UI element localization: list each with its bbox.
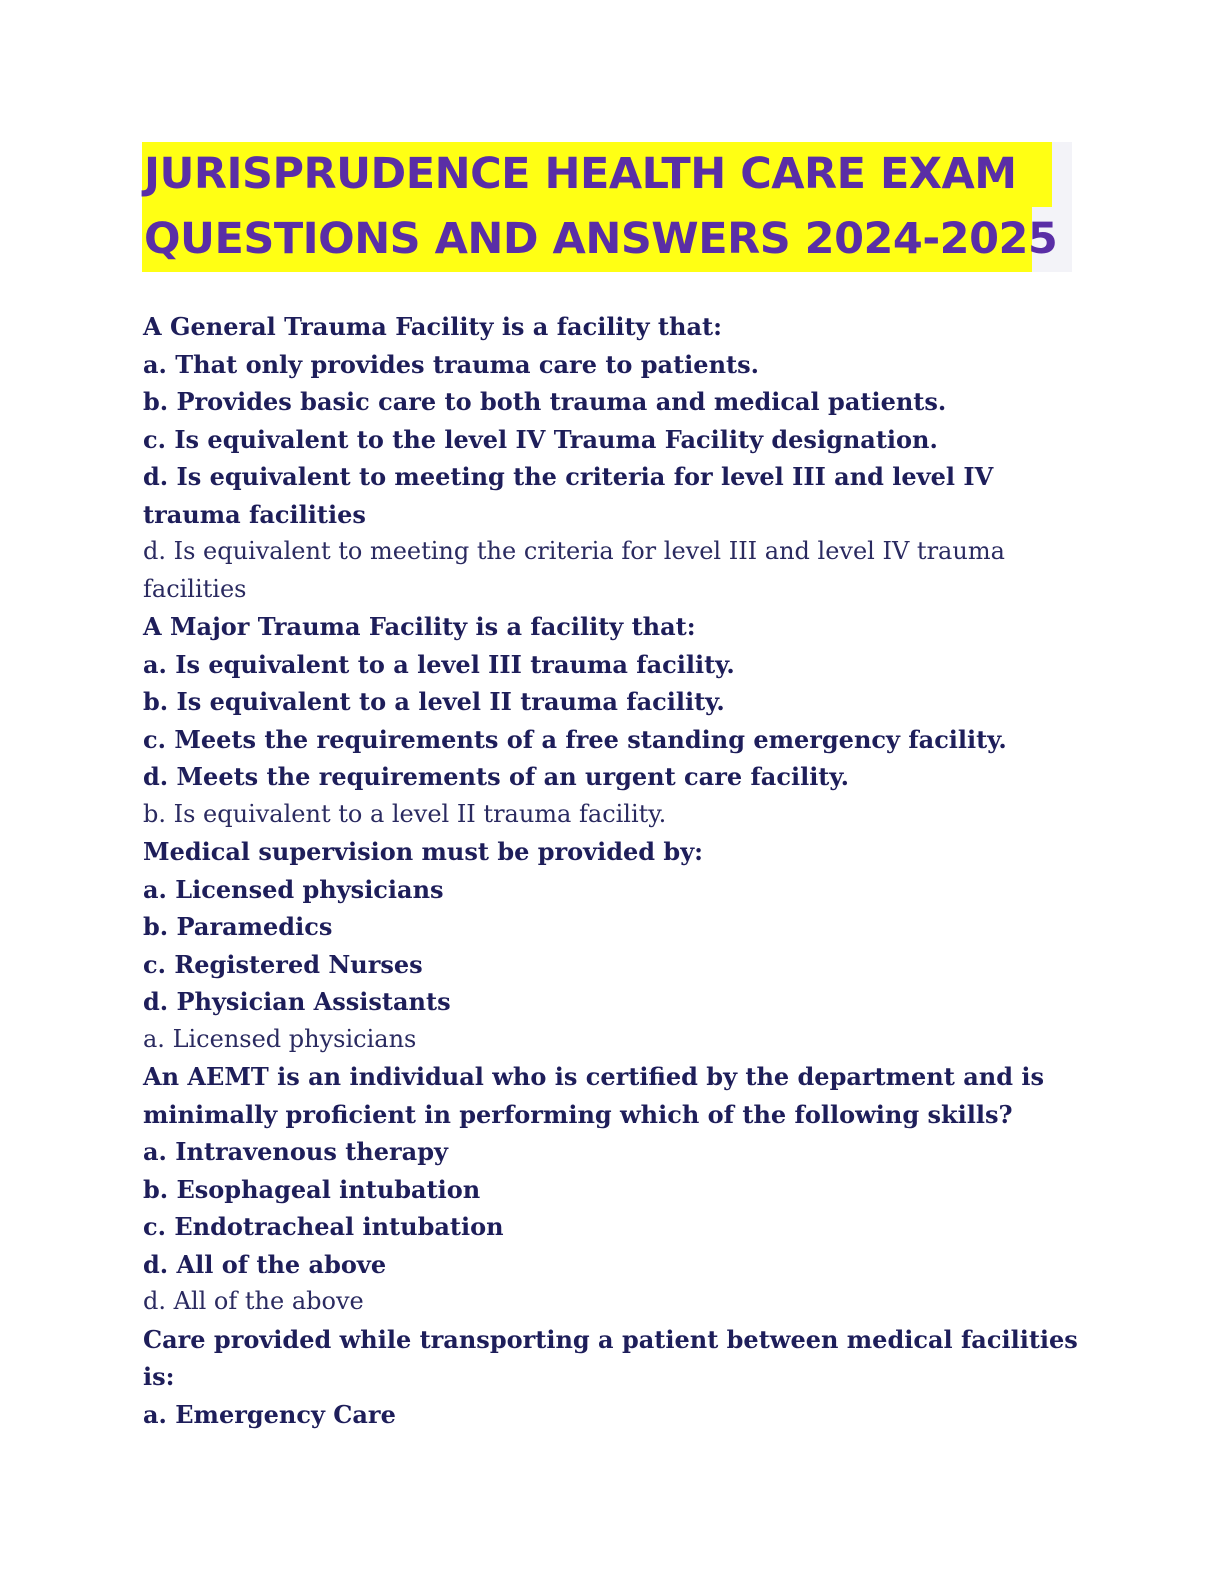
option: d. Physician Assistants [143, 987, 451, 1016]
option: a. Intravenous therapy [143, 1137, 448, 1166]
option: c. Meets the requirements of a free standing emergency facility. [143, 724, 1007, 754]
option: b. Esophageal intubation [143, 1174, 481, 1204]
question-text: A General Trauma Facility is a facility that: [143, 312, 722, 341]
option: a. That only provides trauma care to patients. [143, 349, 759, 379]
answer-text: d. All of the above [143, 1287, 364, 1315]
option: b. Is equivalent to a level II trauma facility. [143, 687, 725, 716]
question-text: A Major Trauma Facility is a facility that: [143, 612, 696, 641]
option: d. All of the above [143, 1249, 387, 1279]
document-title [142, 142, 1072, 272]
option: a. Is equivalent to a level III trauma facility. [143, 649, 735, 679]
title-line-2: QUESTIONS AND ANSWERS 2024-2025 [142, 207, 1032, 272]
answer-text: a. Licensed physicians [143, 1024, 417, 1053]
option: c. Endotracheal intubation [143, 1212, 504, 1241]
question-text: Care provided while transporting a patient between medical facilities is: [143, 1324, 1078, 1391]
answer-text: d. Is equivalent to meeting the criteria for level III and level IV trauma facilities [143, 537, 1005, 603]
title-line-1: JURISPRUDENCE HEALTH CARE EXAM [142, 142, 1052, 207]
option: c. Registered Nurses [143, 949, 423, 979]
question-text: An AEMT is an individual who is certified by the department and is minimally proficient in performing which of the following skills? [143, 1062, 1044, 1129]
option: d. Meets the requirements of an urgent care facility. [143, 762, 849, 791]
option: b. Provides basic care to both trauma and medical patients. [143, 387, 947, 416]
option: a. Emergency Care [143, 1399, 396, 1429]
option: b. Paramedics [143, 912, 333, 941]
option: c. Is equivalent to the level IV Trauma Facility designation. [143, 424, 938, 454]
option: d. Is equivalent to meeting the criteria for level III and level IV trauma facilities [143, 462, 994, 529]
question-text: Medical supervision must be provided by: [143, 837, 704, 866]
answer-text: b. Is equivalent to a level II trauma facility. [143, 799, 667, 828]
option: a. Licensed physicians [143, 874, 444, 904]
question-list [143, 308, 1093, 1433]
